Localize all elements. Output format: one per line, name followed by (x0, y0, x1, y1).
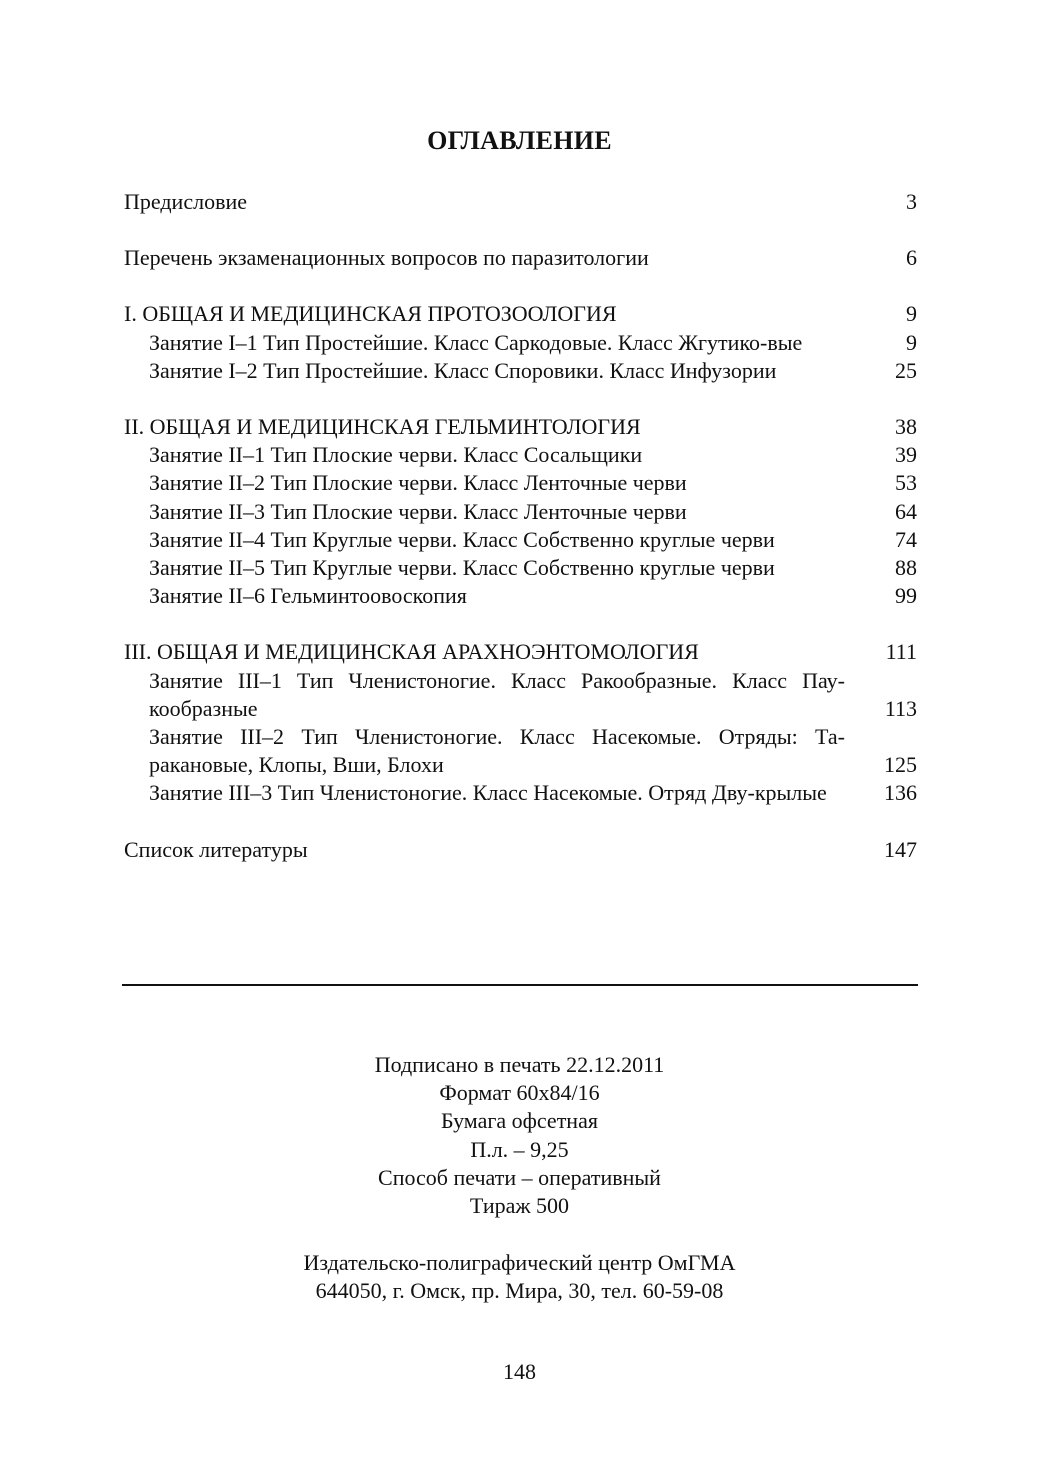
toc-lesson-title: Занятие II–6 Гельминтоовоскопия (149, 583, 467, 609)
toc-page-number: 111 (885, 639, 917, 665)
publisher-name: Издательско-полиграфический центр ОмГМА (303, 1250, 736, 1275)
toc-section-title: III. ОБЩАЯ И МЕДИЦИНСКАЯ АРАХНОЭНТОМОЛОГИЯ (124, 639, 699, 665)
toc-page-number: 53 (895, 470, 917, 496)
toc-lesson (124, 441, 917, 469)
page-title: ОГЛАВЛЕНИЕ (427, 126, 612, 155)
toc-section-protozoology (124, 300, 917, 328)
toc-lesson (124, 554, 917, 582)
toc-lesson (124, 329, 917, 357)
table-of-contents (124, 188, 917, 864)
toc-entry-title: Перечень экзаменационных вопросов по паразитологии (124, 245, 649, 271)
toc-lesson-title: Занятие I–1 Тип Простейшие. Класс Саркодовые. Класс Жгутико-вые (149, 329, 803, 355)
toc-lesson (124, 526, 917, 554)
spacer (124, 272, 917, 300)
toc-page-number: 6 (906, 245, 917, 271)
toc-page-number: 9 (906, 301, 917, 327)
imprint-format: Формат 60x84/16 (439, 1080, 600, 1106)
toc-entry-title: Предисловие (124, 189, 247, 214)
toc-lesson (124, 357, 917, 385)
toc-section-arachnoentomology (124, 638, 917, 666)
toc-lesson-title: Занятие III–3 Тип Членистоногие. Класс Насекомые. Отряд Дву-крылые (149, 780, 827, 806)
toc-page-number: 3 (906, 189, 917, 214)
toc-lesson (124, 469, 917, 497)
toc-page-number: 99 (895, 583, 917, 609)
toc-lesson-title: Занятие II–3 Тип Плоские черви. Класс Ленточные черви (149, 498, 687, 524)
imprint-block (0, 1051, 1039, 1220)
toc-section-helminthology (124, 413, 917, 441)
toc-lesson-title: Занятие III–2 Тип Членистоногие. Класс Насекомые. Отряды: Та-ракановые, Клопы, Вши, Блохи (149, 724, 845, 778)
imprint-printed-sheets: П.л. – 9,25 (470, 1136, 569, 1162)
toc-page-number: 147 (884, 836, 917, 862)
toc-page-number: 25 (895, 357, 917, 383)
toc-lesson-title: Занятие II–1 Тип Плоские черви. Класс Сосальщики (149, 442, 643, 468)
toc-page-number: 125 (884, 752, 917, 778)
toc-page-number: 136 (884, 780, 917, 806)
spacer (124, 808, 917, 836)
spacer (124, 216, 917, 244)
toc-page-number: 74 (895, 526, 917, 552)
toc-lesson (124, 723, 917, 779)
toc-page-number: 39 (895, 442, 917, 468)
toc-lesson (124, 779, 917, 807)
toc-lesson-title: Занятие II–5 Тип Круглые черви. Класс Собственно круглые черви (149, 555, 775, 581)
toc-lesson-title: Занятие II–4 Тип Круглые черви. Класс Собственно круглые черви (149, 526, 775, 552)
toc-entry-references (124, 836, 917, 864)
toc-page-number: 113 (884, 695, 917, 721)
toc-lesson (124, 582, 917, 610)
toc-lesson (124, 667, 917, 723)
toc-page-number: 38 (895, 414, 917, 440)
toc-page-number: 88 (895, 555, 917, 581)
toc-lesson-title: Занятие III–1 Тип Членистоногие. Класс Ракообразные. Класс Пау-кообразные (149, 667, 845, 721)
toc-entry-title: Список литературы (124, 836, 308, 862)
spacer (124, 610, 917, 638)
imprint-paper: Бумага офсетная (441, 1108, 598, 1134)
publisher-address: 644050, г. Омск, пр. Мира, 30, тел. 60-59-08 (315, 1278, 724, 1304)
publisher-block (0, 1249, 1039, 1305)
page-number: 148 (503, 1359, 536, 1384)
toc-lesson-title: Занятие I–2 Тип Простейшие. Класс Споровики. Класс Инфузории (149, 357, 777, 383)
horizontal-divider (122, 984, 918, 986)
toc-section-title: I. ОБЩАЯ И МЕДИЦИНСКАЯ ПРОТОЗООЛОГИЯ (124, 301, 617, 327)
spacer (124, 385, 917, 413)
toc-page-number: 9 (906, 329, 917, 355)
toc-section-title: II. ОБЩАЯ И МЕДИЦИНСКАЯ ГЕЛЬМИНТОЛОГИЯ (124, 414, 641, 440)
toc-page-number: 64 (895, 498, 917, 524)
imprint-printing-method: Способ печати – оперативный (378, 1164, 661, 1190)
toc-entry-preface (124, 188, 917, 216)
toc-lesson-title: Занятие II–2 Тип Плоские черви. Класс Ленточные черви (149, 470, 687, 496)
imprint-print-run: Тираж 500 (469, 1193, 570, 1219)
toc-lesson (124, 498, 917, 526)
toc-entry-questions (124, 244, 917, 272)
imprint-signed-date: Подписано в печать 22.12.2011 (374, 1052, 665, 1077)
